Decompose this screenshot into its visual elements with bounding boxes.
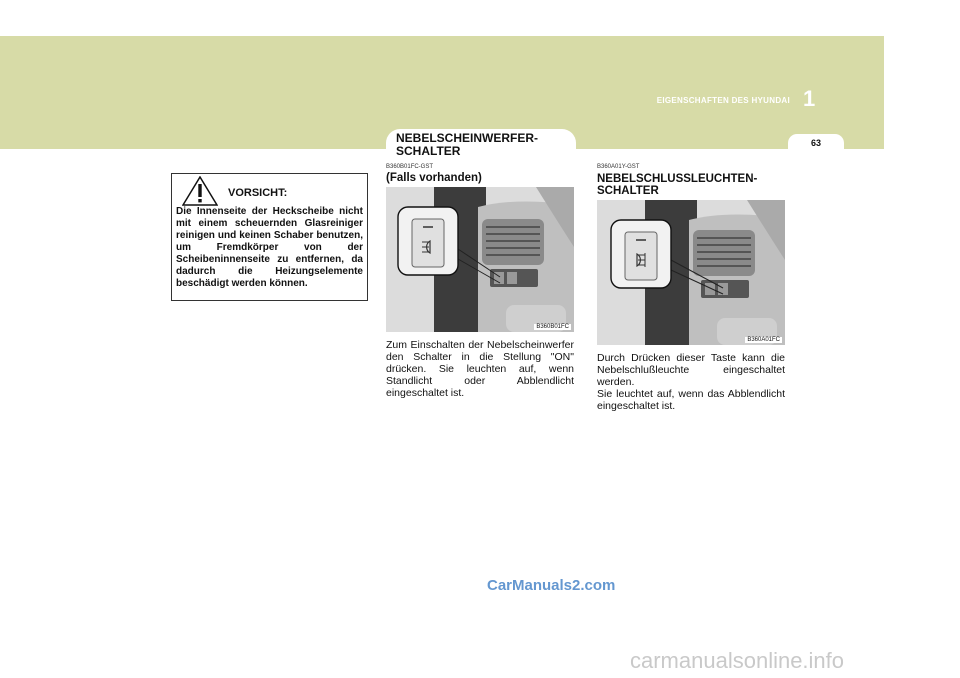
- rear-fog-light-image-code: B360A01FC: [747, 337, 780, 343]
- page-number: 63: [810, 138, 821, 148]
- chapter-number: 1: [803, 86, 816, 111]
- fog-light-heading: (Falls vorhanden): [386, 172, 482, 184]
- rear-fog-light-text: Durch Drücken dieser Taste kann die Nebelschlußleuchte eingeschaltet werden. Sie leuchtet auf, wenn das Abblendlicht eingeschaltet ist.: [597, 352, 785, 412]
- rear-fog-light-code: B360A01Y-GST: [597, 164, 640, 170]
- section-tab: [386, 129, 576, 161]
- warning-text: Die Innenseite der Heckscheibe nicht mit einem scheuernden Glasreiniger reinigen und keinen Schaber benutzen, um Fremdkörper von der Scheibeninnenseite zu entfernen, da dadurch die Heizungselemente beschädigt werden können.: [176, 206, 363, 289]
- watermark-carmanualsonline: carmanualsonline.info: [630, 648, 845, 673]
- fog-light-switch-photo: [386, 187, 574, 332]
- watermark-carmanuals2: CarManuals2.com: [487, 577, 616, 594]
- warning-title: VORSICHT:: [228, 187, 288, 199]
- fog-light-text: Zum Einschalten der Nebelscheinwerfer den Schalter in die Stellung "ON" drücken. Sie leuchten auf, wenn Standlicht oder Abblendlicht eingeschaltet ist.: [386, 339, 574, 399]
- chapter-title: EIGENSCHAFTEN DES HYUNDAI: [656, 96, 790, 105]
- warning-box: [171, 173, 368, 301]
- fog-light-image-code: B360B01FC: [536, 324, 569, 330]
- warning-header: [182, 182, 363, 206]
- page-number-tab: [788, 134, 844, 152]
- rear-fog-light-heading: NEBELSCHLUSSLEUCHTEN- SCHALTER: [597, 173, 758, 197]
- exclamation-triangle-icon: [182, 176, 218, 206]
- section-title: NEBELSCHEINWERFER- SCHALTER: [396, 131, 539, 158]
- fog-light-code: B360B01FC-GST: [386, 164, 434, 170]
- rear-fog-light-switch-photo: [597, 200, 785, 345]
